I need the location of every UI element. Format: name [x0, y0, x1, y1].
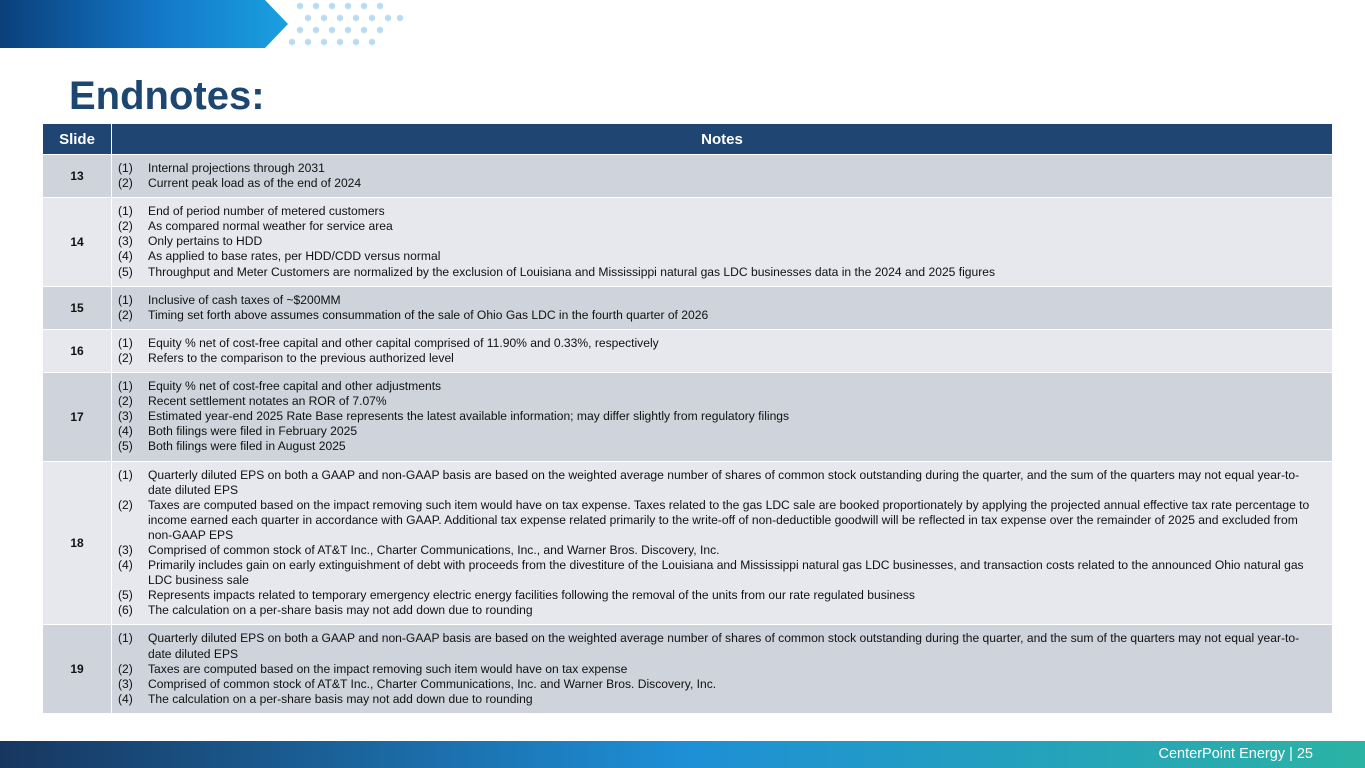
note-item [118, 379, 1320, 394]
note-text: Estimated year-end 2025 Rate Base represents the latest available information; may differ slightly from regulatory filings [148, 409, 790, 424]
note-item [118, 204, 1320, 219]
endnotes-table [42, 123, 1333, 714]
note-text: As compared normal weather for service area [148, 219, 393, 234]
note-item [118, 219, 1320, 234]
note-text: End of period number of metered customers [148, 204, 385, 219]
note-item [118, 468, 1320, 498]
note-item [118, 234, 1320, 249]
note-text: Comprised of common stock of AT&T Inc., Charter Communications, Inc. and Warner Bros. Discovery, Inc. [148, 676, 717, 691]
table-row [43, 625, 1333, 713]
note-text: Taxes are computed based on the impact removing such item would have on tax expense [148, 661, 628, 676]
note-text: The calculation on a per-share basis may not add down due to rounding [148, 603, 533, 618]
note-text: Taxes are computed based on the impact removing such item would have on tax expense. Taxes related to the gas LDC sale are booked proportionately by applying the projected annual effective tax rate percentage to income earned each quarter in accordance with GAAP. Additional tax expense related primarily to the write-off of non-deductible goodwill will be reflected in tax expense over the remainder of 2025 and excluded from non-GAAP EPS [148, 497, 1310, 542]
note-text: Refers to the comparison to the previous authorized level [148, 350, 454, 365]
note-text: Timing set forth above assumes consummation of the sale of Ohio Gas LDC in the fourth quarter of 2026 [148, 307, 709, 322]
note-number: (4) [118, 691, 133, 706]
slide-number-cell: 15 [43, 286, 112, 329]
dot-pattern-decoration [280, 0, 410, 52]
note-text: Primarily includes gain on early extinguishment of debt with proceeds from the divestiture of the Louisiana and Mississippi natural gas LDC businesses, and transaction costs related to the announced Ohio natural gas LDC business sale [148, 558, 1304, 588]
slide-number-cell: 18 [43, 461, 112, 625]
note-text: Inclusive of cash taxes of ~$200MM [148, 292, 341, 307]
note-number: (3) [118, 542, 133, 557]
note-list [118, 161, 1320, 191]
note-number: (5) [118, 439, 133, 454]
notes-cell [112, 329, 1333, 372]
note-text: Both filings were filed in August 2025 [148, 439, 346, 454]
note-number: (1) [118, 379, 133, 394]
note-number: (4) [118, 424, 133, 439]
note-text: Internal projections through 2031 [148, 161, 325, 175]
note-number: (3) [118, 676, 133, 691]
note-item [118, 409, 1320, 424]
table-row [43, 373, 1333, 461]
note-item [118, 662, 1320, 677]
note-number: (6) [118, 603, 133, 618]
note-number: (4) [118, 249, 133, 264]
note-number: (3) [118, 409, 133, 424]
note-number: (2) [118, 350, 133, 365]
note-list [118, 204, 1320, 279]
note-number: (2) [118, 661, 133, 676]
note-item [118, 293, 1320, 308]
note-number: (1) [118, 204, 133, 219]
slide-number-cell: 17 [43, 373, 112, 461]
note-number: (1) [118, 631, 133, 646]
note-item [118, 249, 1320, 264]
notes-column-header: Notes [112, 124, 1333, 155]
note-item [118, 558, 1320, 588]
note-item [118, 424, 1320, 439]
note-number: (2) [118, 497, 133, 512]
note-item [118, 336, 1320, 351]
notes-cell [112, 373, 1333, 461]
notes-cell [112, 286, 1333, 329]
note-number: (4) [118, 558, 133, 573]
note-item [118, 308, 1320, 323]
note-item [118, 543, 1320, 558]
table-row [43, 286, 1333, 329]
note-number: (1) [118, 292, 133, 307]
note-number: (1) [118, 335, 133, 350]
note-number: (2) [118, 176, 133, 191]
note-number: (3) [118, 234, 133, 249]
table-row [43, 329, 1333, 372]
note-item [118, 498, 1320, 543]
top-banner-shape [0, 0, 290, 48]
note-list [118, 379, 1320, 454]
slide-number-cell: 16 [43, 329, 112, 372]
note-list [118, 336, 1320, 366]
note-list [118, 293, 1320, 323]
note-text: Quarterly diluted EPS on both a GAAP and non-GAAP basis are based on the weighted average number of shares of common stock outstanding during the quarter, and the sum of the quarters may not equal year-to-date diluted EPS [148, 467, 1300, 497]
slide-number-cell: 19 [43, 625, 112, 713]
table-row [43, 198, 1333, 286]
footer-company-page: CenterPoint Energy | 25 [1158, 746, 1313, 762]
page-title: Endnotes: [69, 74, 265, 118]
note-text: Only pertains to HDD [148, 234, 263, 249]
endnotes-table-body [43, 155, 1333, 714]
slide-column-header: Slide [43, 124, 112, 155]
note-item [118, 176, 1320, 191]
note-number: (5) [118, 264, 133, 279]
note-text: Current peak load as of the end of 2024 [148, 176, 362, 191]
note-item [118, 692, 1320, 707]
note-text: The calculation on a per-share basis may not add down due to rounding [148, 691, 533, 706]
table-row [43, 155, 1333, 198]
note-text: As applied to base rates, per HDD/CDD versus normal [148, 249, 441, 264]
notes-cell [112, 461, 1333, 625]
note-item [118, 603, 1320, 618]
note-item [118, 394, 1320, 409]
note-list [118, 468, 1320, 619]
table-header-row [43, 124, 1333, 155]
note-item [118, 265, 1320, 280]
note-text: Equity % net of cost-free capital and other capital comprised of 11.90% and 0.33%, respectively [148, 335, 659, 350]
note-item [118, 677, 1320, 692]
notes-cell [112, 198, 1333, 286]
note-list [118, 631, 1320, 706]
note-text: Comprised of common stock of AT&T Inc., Charter Communications, Inc., and Warner Bros. Discovery, Inc. [148, 542, 720, 557]
note-item [118, 439, 1320, 454]
note-item [118, 161, 1320, 176]
note-item [118, 631, 1320, 661]
notes-cell [112, 155, 1333, 198]
note-text: Both filings were filed in February 2025 [148, 424, 358, 439]
note-text: Represents impacts related to temporary emergency electric energy facilities following the removal of the units from our rate regulated business [148, 588, 915, 603]
slide-number-cell: 13 [43, 155, 112, 198]
note-item [118, 588, 1320, 603]
note-number: (5) [118, 588, 133, 603]
slide-number-cell: 14 [43, 198, 112, 286]
table-row [43, 461, 1333, 625]
note-text: Throughput and Meter Customers are normalized by the exclusion of Louisiana and Mississippi natural gas LDC businesses data in the 2024 and 2025 figures [148, 264, 996, 279]
note-number: (2) [118, 219, 133, 234]
note-text: Equity % net of cost-free capital and other adjustments [148, 379, 442, 394]
note-number: (2) [118, 307, 133, 322]
note-number: (1) [118, 161, 133, 175]
note-number: (1) [118, 467, 133, 482]
note-number: (2) [118, 394, 133, 409]
note-text: Recent settlement notates an ROR of 7.07% [148, 394, 387, 409]
note-item [118, 351, 1320, 366]
notes-cell [112, 625, 1333, 713]
note-text: Quarterly diluted EPS on both a GAAP and non-GAAP basis are based on the weighted average number of shares of common stock outstanding during the quarter, and the sum of the quarters may not equal year-to-date diluted EPS [148, 631, 1300, 661]
